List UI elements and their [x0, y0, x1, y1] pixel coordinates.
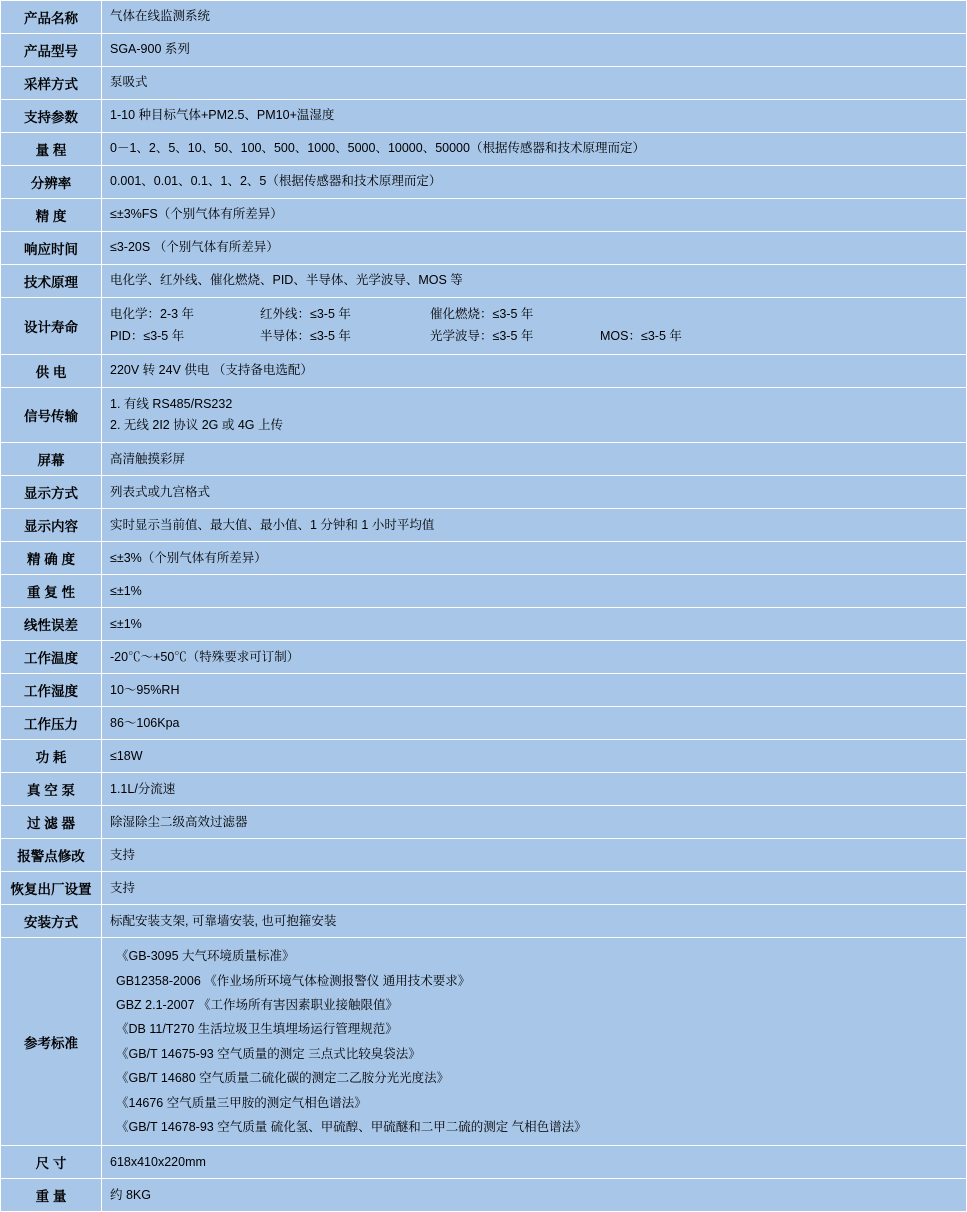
table-row [1, 1179, 967, 1212]
table-row [1, 641, 967, 674]
spec-value [102, 298, 967, 355]
spec-label: 精 度 [1, 199, 102, 232]
table-row [1, 232, 967, 265]
spec-value: 高清触摸彩屏 [102, 443, 967, 476]
spec-value-line: 《GB-3095 大气环境质量标准》 [116, 949, 295, 964]
table-row [1, 938, 967, 1146]
spec-label: 分辨率 [1, 166, 102, 199]
spec-value: 泵吸式 [102, 67, 967, 100]
table-row [1, 905, 967, 938]
spec-value-line: 《GB/T 14678-93 空气质量 硫化氢、甲硫醇、甲硫醚和二甲二硫的测定 气相色谱法》 [116, 1119, 587, 1134]
table-row [1, 806, 967, 839]
table-row [1, 1, 967, 34]
table-row [1, 265, 967, 298]
table-row [1, 67, 967, 100]
spec-label: 采样方式 [1, 67, 102, 100]
spec-label: 支持参数 [1, 100, 102, 133]
spec-value [102, 387, 967, 443]
lifespan-grid [110, 304, 958, 348]
spec-value: -20℃～+50℃（特殊要求可订制） [102, 641, 967, 674]
lifespan-line [110, 304, 958, 326]
spec-label: 供 电 [1, 354, 102, 387]
spec-value: ≤±3%FS（个别气体有所差异） [102, 199, 967, 232]
spec-label: 产品名称 [1, 1, 102, 34]
spec-value-lines [110, 394, 958, 437]
spec-label: 量 程 [1, 133, 102, 166]
spec-value: 除湿除尘二级高效过滤器 [102, 806, 967, 839]
table-row [1, 476, 967, 509]
table-row [1, 133, 967, 166]
lifespan-cell: 红外线：≤3-5 年 [260, 307, 351, 321]
spec-value: 支持 [102, 839, 967, 872]
lifespan-cell: 半导体：≤3-5 年 [260, 328, 351, 343]
lifespan-cell: 光学波导：≤3-5 年 [430, 328, 534, 343]
spec-label: 报警点修改 [1, 839, 102, 872]
spec-label: 尺 寸 [1, 1146, 102, 1179]
table-row [1, 872, 967, 905]
spec-value: 列表式或九宫格式 [102, 476, 967, 509]
spec-value: ≤±1% [102, 608, 967, 641]
spec-value-line: GB12358-2006 《作业场所环境气体检测报警仪 通用技术要求》 [116, 973, 471, 988]
table-row [1, 608, 967, 641]
spec-label: 产品型号 [1, 34, 102, 67]
lifespan-line [110, 326, 958, 348]
spec-label: 设计寿命 [1, 298, 102, 355]
table-row [1, 354, 967, 387]
spec-label: 功 耗 [1, 740, 102, 773]
spec-value-line: 《DB 11/T270 生活垃圾卫生填埋场运行管理规范》 [116, 1022, 398, 1037]
spec-value: 86～106Kpa [102, 707, 967, 740]
spec-label: 信号传输 [1, 387, 102, 443]
spec-table-body [1, 1, 967, 1212]
table-row [1, 199, 967, 232]
table-row [1, 298, 967, 355]
lifespan-cell [600, 304, 770, 326]
table-row [1, 674, 967, 707]
spec-label: 技术原理 [1, 265, 102, 298]
lifespan-cell: 电化学：2-3 年 [110, 307, 195, 321]
table-row [1, 773, 967, 806]
spec-label: 精 确 度 [1, 542, 102, 575]
spec-label: 屏幕 [1, 443, 102, 476]
table-row [1, 387, 967, 443]
spec-value: ≤±3%（个别气体有所差异） [102, 542, 967, 575]
spec-label: 响应时间 [1, 232, 102, 265]
spec-value-line: 1. 有线 RS485/RS232 [110, 396, 233, 411]
spec-label: 工作湿度 [1, 674, 102, 707]
spec-label: 显示方式 [1, 476, 102, 509]
table-row [1, 443, 967, 476]
spec-value-line: 《GB/T 14680 空气质量二硫化碳的测定二乙胺分光光度法》 [116, 1071, 450, 1086]
spec-label: 线性误差 [1, 608, 102, 641]
spec-value: 618x410x220mm [102, 1146, 967, 1179]
table-row [1, 542, 967, 575]
spec-value: 标配安装支架, 可靠墙安装, 也可抱箍安装 [102, 905, 967, 938]
table-row [1, 839, 967, 872]
lifespan-cell: PID：≤3-5 年 [110, 328, 185, 343]
spec-value: 1-10 种目标气体+PM2.5、PM10+温湿度 [102, 100, 967, 133]
lifespan-cell: 催化燃烧：≤3-5 年 [430, 307, 534, 321]
table-row [1, 740, 967, 773]
spec-value: 0.001、0.01、0.1、1、2、5（根据传感器和技术原理而定） [102, 166, 967, 199]
table-row [1, 575, 967, 608]
table-row [1, 1146, 967, 1179]
lifespan-cell: MOS：≤3-5 年 [600, 328, 682, 343]
spec-value: ≤±1% [102, 575, 967, 608]
spec-value: 220V 转 24V 供电 （支持备电选配） [102, 354, 967, 387]
spec-value: 0－1、2、5、10、50、100、500、1000、5000、10000、50000（根据传感器和技术原理而定） [102, 133, 967, 166]
spec-label: 工作温度 [1, 641, 102, 674]
spec-value: 支持 [102, 872, 967, 905]
spec-label: 参考标准 [1, 938, 102, 1146]
spec-value-line: GBZ 2.1-2007 《工作场所有害因素职业接触限值》 [116, 998, 398, 1012]
table-row [1, 100, 967, 133]
spec-value [102, 938, 967, 1146]
spec-label: 显示内容 [1, 509, 102, 542]
spec-value: 实时显示当前值、最大值、最小值、1 分钟和 1 小时平均值 [102, 509, 967, 542]
spec-value: 电化学、红外线、催化燃烧、PID、半导体、光学波导、MOS 等 [102, 265, 967, 298]
spec-value: 10～95%RH [102, 674, 967, 707]
spec-label: 工作压力 [1, 707, 102, 740]
table-row [1, 707, 967, 740]
spec-label: 真 空 泵 [1, 773, 102, 806]
table-row [1, 34, 967, 67]
spec-value: 气体在线监测系统 [102, 1, 967, 34]
spec-value-line: 2. 无线 2I2 协议 2G 或 4G 上传 [110, 418, 283, 432]
spec-label: 过 滤 器 [1, 806, 102, 839]
spec-value: SGA-900 系列 [102, 34, 967, 67]
spec-value: 1.1L/分流速 [102, 773, 967, 806]
spec-value-line: 《GB/T 14675-93 空气质量的测定 三点式比较臭袋法》 [116, 1046, 421, 1061]
spec-label: 重 复 性 [1, 575, 102, 608]
spec-value-lines [110, 944, 958, 1139]
spec-value: 约 8KG [102, 1179, 967, 1212]
table-row [1, 509, 967, 542]
spec-label: 恢复出厂设置 [1, 872, 102, 905]
spec-value: ≤3-20S （个别气体有所差异） [102, 232, 967, 265]
spec-label: 安装方式 [1, 905, 102, 938]
table-row [1, 166, 967, 199]
spec-label: 重 量 [1, 1179, 102, 1212]
spec-value: ≤18W [102, 740, 967, 773]
spec-value-line: 《14676 空气质量三甲胺的测定气相色谱法》 [116, 1095, 367, 1110]
